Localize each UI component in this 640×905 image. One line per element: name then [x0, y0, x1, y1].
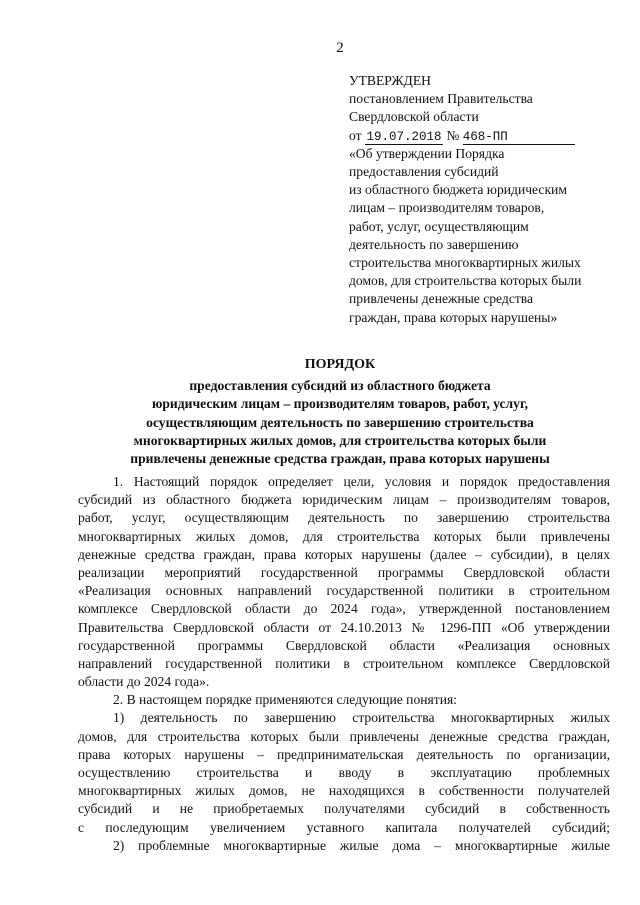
body-line: субсидий и не приобретаемых получателями субсидий в собственность [78, 801, 610, 817]
body-line: комплексе Свердловской области до 2024 года», утвержденной постановлением [78, 601, 610, 617]
approval-subject-line: из областного бюджета юридическим [349, 182, 567, 198]
approval-subject-line: деятельность по завершению [349, 236, 519, 252]
body-line: реализации мероприятий государственной программы Свердловской области [78, 564, 610, 580]
number-label: № [446, 127, 460, 143]
title-line: предоставления субсидий из областного бюджета [189, 378, 491, 394]
title-line: юридическим лицам – производителям товаров, работ, услуг, [151, 396, 529, 412]
body-line: области до 2024 года». [78, 674, 210, 690]
title-lines [70, 377, 610, 468]
body-line: 1) деятельность по завершению строительства многоквартирных жилых [113, 710, 610, 726]
body-line: денежные средства граждан, права которых нарушены (далее – субсидии), в целях [78, 546, 610, 562]
approval-line-2: Свердловской области [349, 109, 479, 125]
page-number: 2 [336, 40, 344, 56]
body-line: субсидий из областного бюджета юридическим лицам – производителям товаров, [78, 492, 610, 508]
approval-subject-line: предоставления субсидий [349, 164, 499, 180]
body-line: работ, услуг, осуществляющим деятельность по завершению строительства [78, 510, 610, 526]
title-line: осуществляющим деятельность по завершению строительства [146, 414, 534, 430]
document-body [78, 473, 610, 855]
body-line: 2. В настоящем порядке применяются следующие понятия: [113, 692, 458, 708]
from-label: от [349, 127, 362, 143]
approval-subject-line: строительства многоквартирных жилых [349, 255, 581, 271]
document-title [70, 356, 610, 468]
body-line: осуществлению строительства и вводу в эксплуатацию проблемных [78, 765, 610, 780]
body-line: 2) проблемные многоквартирные жилые дома – многоквартирные жилые [113, 837, 610, 853]
approval-date: 19.07.2018 [366, 129, 442, 144]
approval-subject [349, 145, 619, 327]
approved-label: УТВЕРЖДЕН [349, 73, 431, 88]
title-line: привлечены денежные средства граждан, права которых нарушены [130, 451, 550, 467]
approval-number: 468-ПП [463, 131, 575, 145]
body-line: Правительства Свердловской области от 24.10.2013 № 1296-ПП «Об утверждении [78, 619, 610, 635]
approval-date-line [349, 127, 619, 145]
approval-line-1: постановлением Правительства [349, 91, 533, 107]
approval-subject-line: привлечены денежные средства [349, 291, 534, 307]
body-line: государственной программы Свердловской области «Реализация основных [78, 637, 610, 653]
body-line: права которых нарушены – предпринимательская деятельность по организации, [78, 746, 610, 762]
body-line: многоквартирных жилых домов, не находящихся в собственности получателей [78, 783, 610, 799]
approval-subject-line: граждан, права которых нарушены» [349, 309, 558, 325]
approval-subject-line: домов, для строительства которых были [349, 273, 582, 289]
approval-subject-line: «Об утверждении Порядка [349, 145, 505, 161]
body-line: направлений государственной политики в строительном комплексе Свердловской [78, 655, 610, 671]
body-line: многоквартирных жилых домов, для строительства которых были привлечены [78, 528, 610, 544]
approval-subject-line: лицам – производителям товаров, [349, 200, 545, 216]
approval-subject-line: работ, услуг, осуществляющим [349, 218, 529, 234]
body-line: 1. Настоящий порядок определяет цели, условия и порядок предоставления [113, 474, 610, 489]
title-line: многоквартирных жилых домов, для строительства которых были [133, 432, 547, 448]
body-line: «Реализация основных направлений государственной политики в строительном [78, 583, 610, 599]
approval-block [349, 72, 619, 327]
title-heading: ПОРЯДОК [304, 357, 376, 372]
body-line: домов, для строительства которых были привлечены денежные средства граждан, [78, 728, 610, 744]
body-line: с последующим увеличением уставного капитала получателей субсидий; [78, 819, 610, 835]
